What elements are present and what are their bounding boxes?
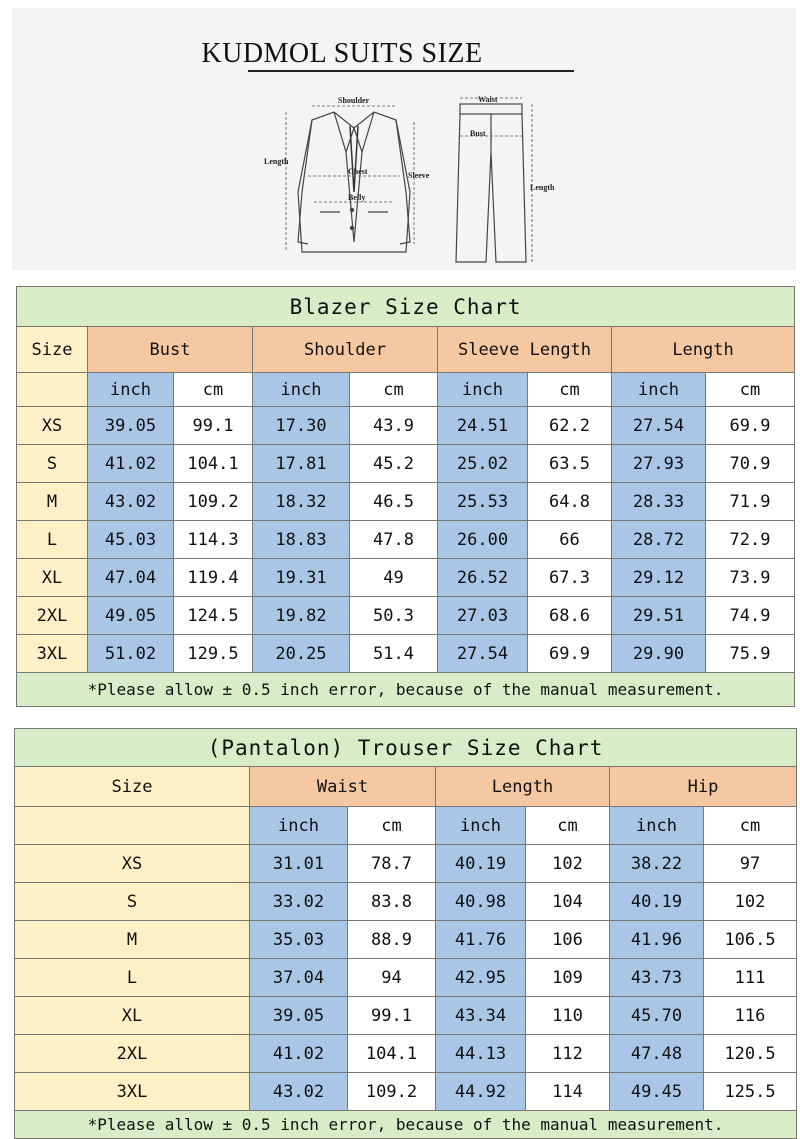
blazer-value-cell: 68.6 xyxy=(528,597,612,635)
blazer-value-cell: 62.2 xyxy=(528,407,612,445)
trouser-row xyxy=(15,1035,797,1073)
trouser-value-cell: 49.45 xyxy=(610,1073,704,1111)
blazer-value-cell: 39.05 xyxy=(88,407,174,445)
trouser-value-cell: 39.05 xyxy=(250,997,348,1035)
blazer-unit-inch: inch xyxy=(438,373,528,407)
blazer-row xyxy=(17,445,795,483)
blazer-size-cell: 3XL xyxy=(17,635,88,673)
trouser-value-cell: 111 xyxy=(704,959,797,997)
blazer-row xyxy=(17,559,795,597)
trouser-value-cell: 47.48 xyxy=(610,1035,704,1073)
blazer-value-cell: 109.2 xyxy=(174,483,253,521)
trouser-row xyxy=(15,921,797,959)
trouser-row xyxy=(15,883,797,921)
blazer-value-cell: 124.5 xyxy=(174,597,253,635)
blazer-group-header-row xyxy=(17,327,795,373)
blazer-group-length: Length xyxy=(612,327,795,373)
trouser-unit-spacer xyxy=(15,807,250,845)
trouser-value-cell: 41.02 xyxy=(250,1035,348,1073)
blazer-size-cell: 2XL xyxy=(17,597,88,635)
blazer-value-cell: 47.04 xyxy=(88,559,174,597)
blazer-size-cell: S xyxy=(17,445,88,483)
trouser-size-chart xyxy=(14,728,797,1139)
blazer-unit-cm: cm xyxy=(174,373,253,407)
trouser-value-cell: 110 xyxy=(526,997,610,1035)
blazer-group-bust: Bust xyxy=(88,327,253,373)
trouser-illustration xyxy=(456,104,526,262)
blazer-row xyxy=(17,483,795,521)
blazer-size-cell: XS xyxy=(17,407,88,445)
trouser-value-cell: 106 xyxy=(526,921,610,959)
trouser-unit-cm: cm xyxy=(704,807,797,845)
diagram-label-jacket-length: Length xyxy=(264,157,289,166)
blazer-value-cell: 49 xyxy=(350,559,438,597)
blazer-value-cell: 29.90 xyxy=(612,635,706,673)
blazer-value-cell: 29.12 xyxy=(612,559,706,597)
trouser-value-cell: 102 xyxy=(704,883,797,921)
trouser-value-cell: 116 xyxy=(704,997,797,1035)
trouser-group-hip: Hip xyxy=(610,767,797,807)
blazer-size-cell: L xyxy=(17,521,88,559)
trouser-value-cell: 120.5 xyxy=(704,1035,797,1073)
blazer-size-header: Size xyxy=(17,327,88,373)
blazer-value-cell: 26.52 xyxy=(438,559,528,597)
blazer-value-cell: 69.9 xyxy=(528,635,612,673)
blazer-row xyxy=(17,635,795,673)
blazer-value-cell: 69.9 xyxy=(706,407,795,445)
trouser-value-cell: 125.5 xyxy=(704,1073,797,1111)
diagram-label-bust: Bust xyxy=(470,129,486,138)
diagram-label-waist: Waist xyxy=(478,95,498,104)
trouser-unit-cm: cm xyxy=(348,807,436,845)
trouser-value-cell: 44.92 xyxy=(436,1073,526,1111)
blazer-value-cell: 45.03 xyxy=(88,521,174,559)
trouser-row xyxy=(15,845,797,883)
blazer-value-cell: 71.9 xyxy=(706,483,795,521)
blazer-value-cell: 64.8 xyxy=(528,483,612,521)
blazer-value-cell: 43.02 xyxy=(88,483,174,521)
trouser-group-waist: Waist xyxy=(250,767,436,807)
blazer-value-cell: 72.9 xyxy=(706,521,795,559)
trouser-value-cell: 38.22 xyxy=(610,845,704,883)
blazer-chart-title: Blazer Size Chart xyxy=(17,287,795,327)
blazer-value-cell: 45.2 xyxy=(350,445,438,483)
blazer-value-cell: 29.51 xyxy=(612,597,706,635)
blazer-unit-inch: inch xyxy=(253,373,350,407)
trouser-value-cell: 112 xyxy=(526,1035,610,1073)
trouser-value-cell: 31.01 xyxy=(250,845,348,883)
trouser-unit-inch: inch xyxy=(250,807,348,845)
blazer-value-cell: 49.05 xyxy=(88,597,174,635)
trouser-value-cell: 78.7 xyxy=(348,845,436,883)
blazer-value-cell: 19.82 xyxy=(253,597,350,635)
trouser-measure-lines xyxy=(460,98,532,264)
diagram-label-shoulder: Shoulder xyxy=(338,96,370,105)
blazer-value-cell: 114.3 xyxy=(174,521,253,559)
blazer-value-cell: 20.25 xyxy=(253,635,350,673)
diagram-label-chest: Chest xyxy=(348,167,368,176)
blazer-value-cell: 27.03 xyxy=(438,597,528,635)
trouser-value-cell: 43.02 xyxy=(250,1073,348,1111)
trouser-size-cell: XS xyxy=(15,845,250,883)
blazer-value-cell: 129.5 xyxy=(174,635,253,673)
blazer-value-cell: 51.02 xyxy=(88,635,174,673)
blazer-value-cell: 26.00 xyxy=(438,521,528,559)
blazer-value-cell: 70.9 xyxy=(706,445,795,483)
blazer-size-chart xyxy=(16,286,795,707)
blazer-unit-inch: inch xyxy=(88,373,174,407)
trouser-value-cell: 33.02 xyxy=(250,883,348,921)
blazer-value-cell: 27.54 xyxy=(438,635,528,673)
trouser-value-cell: 83.8 xyxy=(348,883,436,921)
blazer-value-cell: 19.31 xyxy=(253,559,350,597)
trouser-chart-title: (Pantalon) Trouser Size Chart xyxy=(15,729,797,767)
trouser-value-cell: 40.19 xyxy=(436,845,526,883)
blazer-value-cell: 28.72 xyxy=(612,521,706,559)
blazer-value-cell: 28.33 xyxy=(612,483,706,521)
blazer-group-shoulder: Shoulder xyxy=(253,327,438,373)
measurement-diagram xyxy=(264,92,564,272)
blazer-value-cell: 66 xyxy=(528,521,612,559)
blazer-value-cell: 25.02 xyxy=(438,445,528,483)
blazer-group-sleeve-length: Sleeve Length xyxy=(438,327,612,373)
blazer-value-cell: 17.30 xyxy=(253,407,350,445)
blazer-value-cell: 75.9 xyxy=(706,635,795,673)
trouser-row xyxy=(15,997,797,1035)
blazer-value-cell: 41.02 xyxy=(88,445,174,483)
trouser-group-header-row xyxy=(15,767,797,807)
trouser-value-cell: 37.04 xyxy=(250,959,348,997)
trouser-value-cell: 88.9 xyxy=(348,921,436,959)
trouser-value-cell: 40.98 xyxy=(436,883,526,921)
trouser-size-cell: L xyxy=(15,959,250,997)
trouser-value-cell: 104.1 xyxy=(348,1035,436,1073)
trouser-value-cell: 43.34 xyxy=(436,997,526,1035)
blazer-note: *Please allow ± 0.5 inch error, because of the manual measurement. xyxy=(17,673,795,707)
trouser-value-cell: 102 xyxy=(526,845,610,883)
trouser-value-cell: 40.19 xyxy=(610,883,704,921)
blazer-value-cell: 63.5 xyxy=(528,445,612,483)
blazer-value-cell: 51.4 xyxy=(350,635,438,673)
diagram-label-sleeve: Sleeve xyxy=(408,171,430,180)
brand-underline xyxy=(248,70,574,72)
blazer-value-cell: 104.1 xyxy=(174,445,253,483)
blazer-value-cell: 73.9 xyxy=(706,559,795,597)
blazer-value-cell: 47.8 xyxy=(350,521,438,559)
trouser-value-cell: 44.13 xyxy=(436,1035,526,1073)
blazer-rows xyxy=(17,407,795,673)
trouser-size-cell: 3XL xyxy=(15,1073,250,1111)
trouser-value-cell: 41.76 xyxy=(436,921,526,959)
blazer-value-cell: 27.54 xyxy=(612,407,706,445)
trouser-size-cell: XL xyxy=(15,997,250,1035)
blazer-value-cell: 46.5 xyxy=(350,483,438,521)
blazer-row xyxy=(17,521,795,559)
blazer-value-cell: 119.4 xyxy=(174,559,253,597)
blazer-unit-cm: cm xyxy=(706,373,795,407)
blazer-value-cell: 18.83 xyxy=(253,521,350,559)
trouser-row xyxy=(15,959,797,997)
blazer-value-cell: 43.9 xyxy=(350,407,438,445)
trouser-size-cell: M xyxy=(15,921,250,959)
trouser-value-cell: 114 xyxy=(526,1073,610,1111)
trouser-value-cell: 43.73 xyxy=(610,959,704,997)
blazer-value-cell: 99.1 xyxy=(174,407,253,445)
blazer-row xyxy=(17,597,795,635)
blazer-unit-cm: cm xyxy=(350,373,438,407)
trouser-value-cell: 41.96 xyxy=(610,921,704,959)
trouser-value-cell: 99.1 xyxy=(348,997,436,1035)
trouser-value-cell: 109.2 xyxy=(348,1073,436,1111)
trouser-unit-header-row xyxy=(15,807,797,845)
trouser-value-cell: 97 xyxy=(704,845,797,883)
jacket-illustration xyxy=(298,112,410,252)
blazer-row xyxy=(17,407,795,445)
trouser-value-cell: 35.03 xyxy=(250,921,348,959)
blazer-size-cell: XL xyxy=(17,559,88,597)
blazer-unit-spacer xyxy=(17,373,88,407)
blazer-size-cell: M xyxy=(17,483,88,521)
blazer-value-cell: 17.81 xyxy=(253,445,350,483)
trouser-row xyxy=(15,1073,797,1111)
blazer-value-cell: 25.53 xyxy=(438,483,528,521)
brand-title: KUDMOL SUITS SIZE xyxy=(201,38,483,69)
trouser-value-cell: 109 xyxy=(526,959,610,997)
trouser-size-cell: 2XL xyxy=(15,1035,250,1073)
trouser-note: *Please allow ± 0.5 inch error, because of the manual measurement. xyxy=(15,1111,797,1139)
trouser-value-cell: 45.70 xyxy=(610,997,704,1035)
trouser-size-header: Size xyxy=(15,767,250,807)
trouser-size-cell: S xyxy=(15,883,250,921)
blazer-value-cell: 27.93 xyxy=(612,445,706,483)
trouser-value-cell: 42.95 xyxy=(436,959,526,997)
blazer-value-cell: 24.51 xyxy=(438,407,528,445)
size-guide-header xyxy=(12,8,796,270)
trouser-value-cell: 106.5 xyxy=(704,921,797,959)
trouser-group-length: Length xyxy=(436,767,610,807)
trouser-value-cell: 94 xyxy=(348,959,436,997)
blazer-unit-inch: inch xyxy=(612,373,706,407)
trouser-unit-cm: cm xyxy=(526,807,610,845)
diagram-label-belly: Belly xyxy=(348,193,366,202)
trouser-value-cell: 104 xyxy=(526,883,610,921)
blazer-value-cell: 50.3 xyxy=(350,597,438,635)
trouser-unit-inch: inch xyxy=(436,807,526,845)
blazer-unit-cm: cm xyxy=(528,373,612,407)
blazer-unit-header-row xyxy=(17,373,795,407)
blazer-value-cell: 67.3 xyxy=(528,559,612,597)
diagram-label-trouser-length: Length xyxy=(530,183,555,192)
blazer-value-cell: 74.9 xyxy=(706,597,795,635)
trouser-unit-inch: inch xyxy=(610,807,704,845)
blazer-value-cell: 18.32 xyxy=(253,483,350,521)
trouser-rows xyxy=(15,845,797,1111)
